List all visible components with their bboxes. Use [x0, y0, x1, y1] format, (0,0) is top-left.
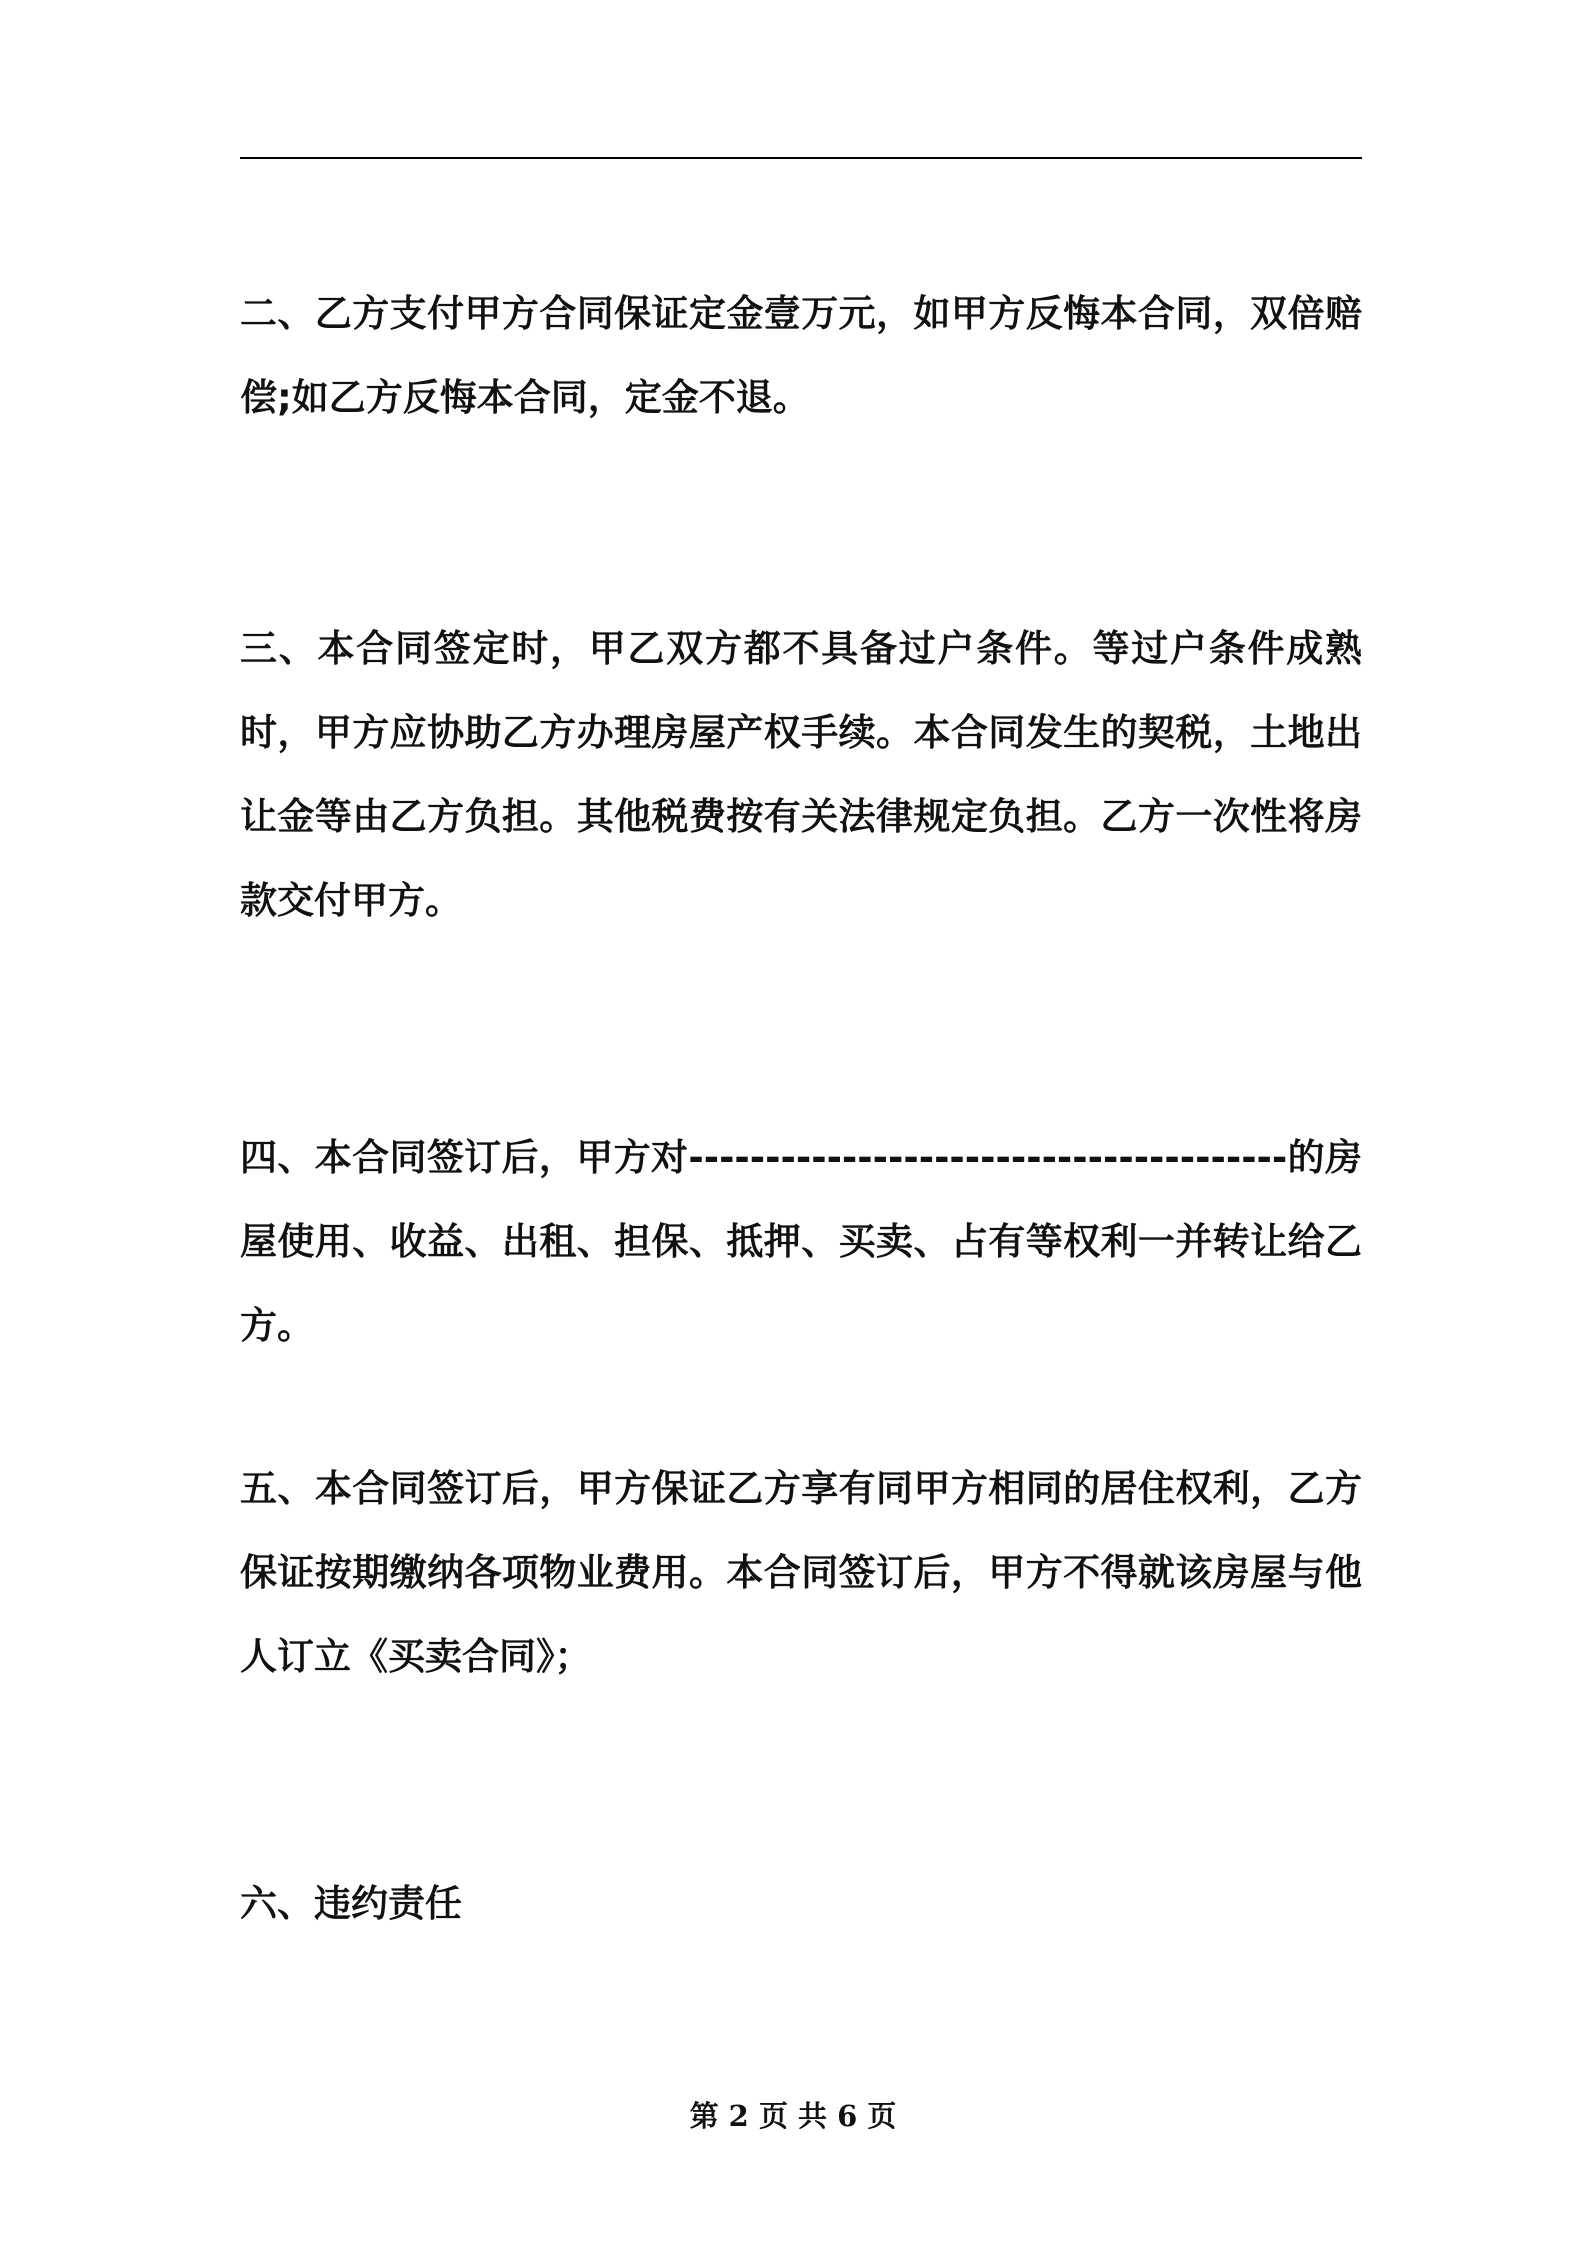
clause-3-transfer-conditions: 三、本合同签定时，甲乙双方都不具备过户条件。等过户条件成熟时，甲方应协助乙方办理房屋产权手续。本合同发生的契税，土地出让金等由乙方负担。其他税费按有关法律规定负担。乙方一次性将房款交付甲方。 [240, 627, 1362, 922]
clause-4-rights-transfer: 四、本合同签订后，甲方对---------------------------------------的房屋使用、收益、出租、担保、抵押、买卖、占有等权利一并转让给乙方。 [240, 1136, 1362, 1347]
clause-6-heading: 六、违约责任 [240, 1882, 462, 1925]
clause-5-residence-rights: 五、本合同签订后，甲方保证乙方享有同甲方相同的居住权利，乙方保证按期缴纳各项物业费用。本合同签订后，甲方不得就该房屋与他人订立《买卖合同》； [240, 1467, 1362, 1678]
page-number-footer: 第 2 页 共 6 页 [689, 2099, 897, 2133]
clause-2-deposit: 二、乙方支付甲方合同保证定金壹万元，如甲方反悔本合同，双倍赔偿;如乙方反悔本合同，定金不退。 [240, 292, 1362, 419]
header-rule [240, 157, 1362, 159]
